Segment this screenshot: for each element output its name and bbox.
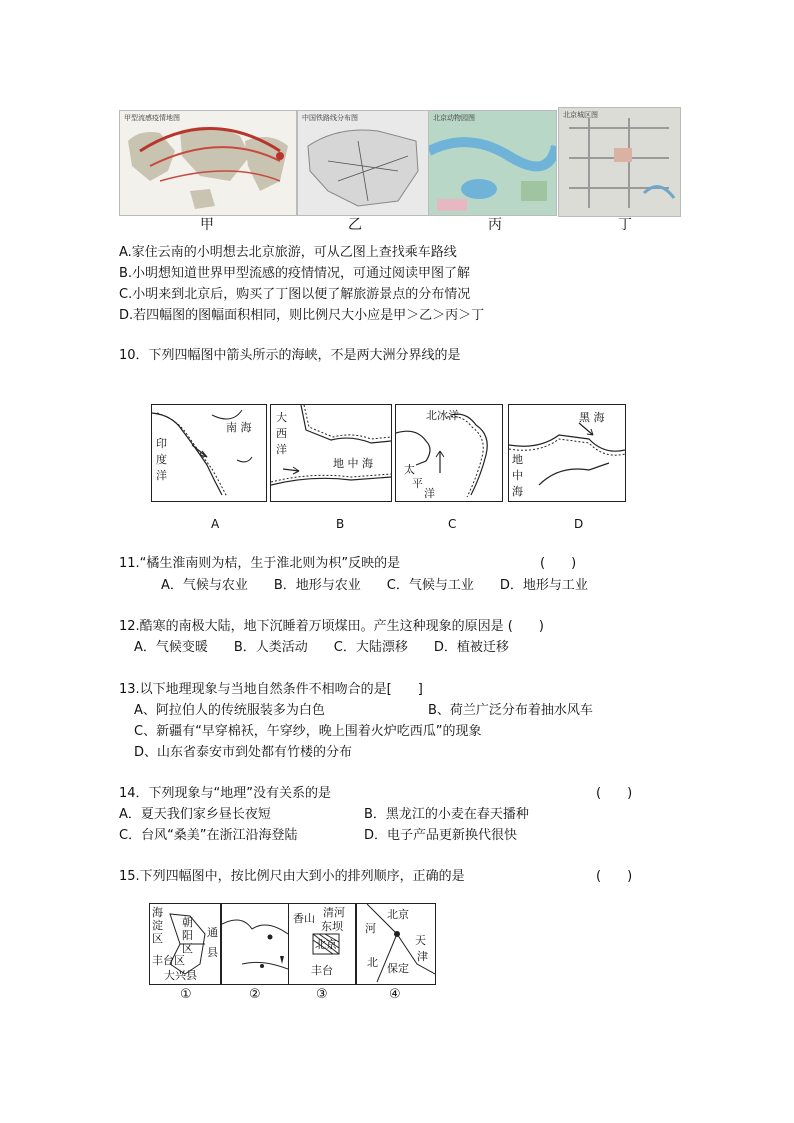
map-label-bing: 丙 [488,217,502,233]
fig-d-text-1: 地 [512,453,523,466]
world-flu-map-graphic [120,111,296,215]
q15-label-4: ④ [389,987,401,1002]
fig1-text-6: 通 [207,926,218,939]
fig1-text-2: 区 [152,932,163,945]
q14-option-b: B．黑龙江的小麦在春天播种 [364,807,529,822]
fig1-text-7: 县 [207,946,218,959]
q10-fig-b [270,404,392,502]
fig1-text-5: 区 [182,942,193,955]
fig4-text-1: 河 [365,922,376,935]
q10-label-b: B [336,517,345,531]
map-jia-title: 甲型流感疫情地图 [124,114,180,122]
map-ding-title: 北京城区图 [563,111,598,119]
fig4-text-4: 北 [367,956,378,969]
fig-c-text-beibingyang: 北冰洋 [426,409,459,422]
map-label-ding: 丁 [618,217,632,233]
map-ding [558,107,681,217]
fig4-text-0: 北京 [387,908,409,921]
q14-option-a: A．夏天我们家乡昼长夜短 [119,807,271,822]
q13-option-a: A、阿拉伯人的传统服装多为白色 [134,703,325,718]
map-label-jia: 甲 [200,217,214,233]
q14-bracket: ( ) [596,786,633,801]
fig1-text-8: 丰台区 [152,954,185,967]
q15-label-3: ③ [316,987,328,1002]
q10-question: 10．下列四幅图中箭头所示的海峡，不是两大洲分界线的是 [119,348,461,363]
map-label-yi: 乙 [348,217,362,233]
fig-b-text-2: 西 [276,427,287,440]
fig4-text-5: 保定 [387,962,409,975]
fig-b-text-3: 洋 [276,443,287,456]
q14-option-d: D．电子产品更新换代很快 [364,828,518,843]
fig-a-text-nanhai: 南 海 [226,421,252,434]
map-yi [297,110,429,216]
q15-fig-4 [356,903,436,985]
fig-a-text-1: 印 [156,437,167,450]
q15-label-2: ② [249,987,261,1002]
q15-fig-1 [149,903,221,985]
fig-a-text-2: 度 [156,453,167,466]
map-bing-title: 北京动物园图 [433,114,475,122]
fig-d-text-2: 中 [512,469,523,482]
region-map-2-graphic [222,904,288,984]
q10-label-c: C [448,517,457,531]
fig-c-text-1: 太 [404,463,415,476]
q12-question: 12.酷寒的南极大陆，地下沉睡着万顷煤田。产生这种现象的原因是 ( ) [119,619,544,634]
q10-fig-a [151,404,267,502]
strait-map-b-graphic [271,405,391,501]
map-jia [119,110,297,216]
q9-option-c: C.小明来到北京后，购买了丁图以便了解旅游景点的分布情况 [119,287,471,302]
fig3-text-4: 丰台 [311,964,333,977]
q9-option-b: B.小明想知道世界甲型流感的疫情情况，可通过阅读甲图了解 [119,266,471,281]
q10-fig-c [395,404,503,502]
map-yi-title: 中国铁路线分布图 [302,114,358,122]
q9-option-d: D.若四幅图的图幅面积相同，则比例尺大小应是甲＞乙＞丙＞丁 [119,308,485,323]
fig3-text-3: 北京 [315,938,337,951]
q14-question: 14．下列现象与“地理”没有关系的是 [119,786,332,801]
fig1-text-4: 阳 [182,929,193,942]
q15-bracket: ( ) [596,869,633,884]
fig-b-text-1: 大 [276,411,287,424]
q15-label-1: ① [180,987,192,1002]
fig1-text-9: 大兴县 [164,969,197,982]
q14-option-c: C．台风“桑美”在浙江沿海登陆 [119,828,298,843]
strait-map-d-graphic [509,405,625,501]
fig3-text-1: 清河 [323,906,345,919]
fig-c-text-2: 平 [412,477,423,490]
fig-d-text-heihai: 黑 海 [579,411,605,424]
fig4-text-2: 天 [415,934,426,947]
q15-fig-3 [288,903,356,985]
q11-options: A．气候与农业 B．地形与农业 C．气候与工业 D．地形与工业 [161,578,588,593]
beijing-city-map-graphic [559,108,680,216]
q15-fig-2 [221,903,289,985]
q10-label-d: D [574,517,584,531]
fig3-text-2: 东坝 [321,920,343,933]
q15-question: 15.下列四幅图中，按比例尺由大到小的排列顺序，正确的是 [119,869,465,884]
q9-option-a: A.家住云南的小明想去北京旅游，可从乙图上查找乘车路线 [119,245,457,260]
q11-bracket: ( ) [540,556,577,571]
beijing-zoo-map-graphic [429,111,556,215]
fig-a-text-3: 洋 [156,469,167,482]
q13-option-b: B、荷兰广泛分布着抽水风车 [428,703,593,718]
q11-question: 11.“橘生淮南则为桔，生于淮北则为枳”反映的是 [119,556,401,571]
q10-label-a: A [211,517,220,531]
fig-d-text-3: 海 [512,485,523,498]
q13-option-d: D、山东省泰安市到处都有竹楼的分布 [134,745,353,760]
q10-fig-d [508,404,626,502]
q12-options: A．气候变暖 B．人类活动 C．大陆漂移 D．植被迁移 [134,640,509,655]
fig3-text-0: 香山 [293,912,315,925]
fig-c-text-3: 洋 [424,487,435,500]
fig4-text-3: 津 [417,950,428,963]
q13-question: 13.以下地理现象与当地自然条件不相吻合的是[ ] [119,682,423,697]
fig1-text-3: 朝 [182,916,193,929]
fig1-text-0: 海 [152,906,163,919]
map-bing [428,110,557,216]
fig-b-text-dizhonghai: 地 中 海 [333,457,373,470]
china-railway-map-graphic [298,111,428,215]
q13-option-c: C、新疆有“早穿棉袄，午穿纱，晚上围着火炉吃西瓜”的现象 [134,724,482,739]
fig1-text-1: 淀 [152,919,163,932]
